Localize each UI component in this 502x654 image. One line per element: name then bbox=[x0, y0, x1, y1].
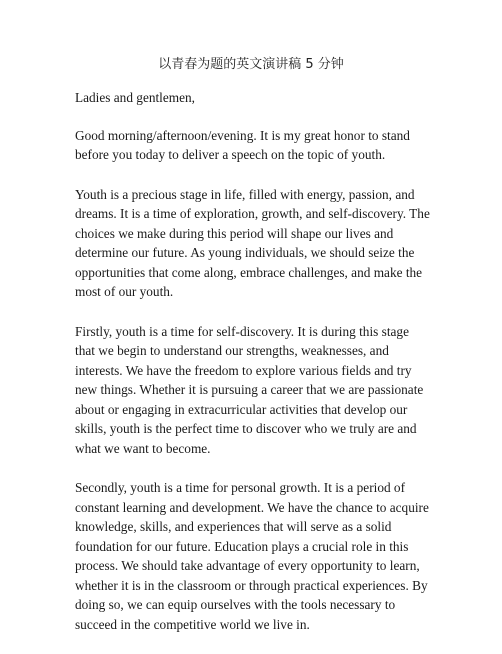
youth-intro-paragraph: Youth is a precious stage in life, filled with energy, passion, and dreams. It is a time of exploration, growth, and self-discovery. The choices we make during this period will shape our lives and determine our future. As young individuals, we should seize the opportunities that come along, embrace challenges, and make the most of our youth. bbox=[75, 186, 430, 299]
salutation-paragraph: Ladies and gentlemen, bbox=[75, 90, 195, 105]
document-title: 以青春为题的英文演讲稿 5 分钟 bbox=[158, 57, 344, 72]
document-body bbox=[75, 88, 431, 654]
personal-growth-paragraph: Secondly, youth is a time for personal growth. It is a period of constant learning and development. We have the chance to acquire knowledge, skills, and experiences that will serve as a solid foundation for our future. Education plays a crucial role in this process. We should take advantage of every opportunity to learn, whether it is in the classroom or through practical experiences. By doing so, we can equip ourselves with the tools necessary to succeed in the competitive world we live in. bbox=[75, 480, 429, 632]
self-discovery-paragraph: Firstly, youth is a time for self-discovery. It is during this stage that we begin to understand our strengths, weaknesses, and interests. We have the freedom to explore various fields and try new things. Whether it is pursuing a career that we are passionate about or engaging in extracurricular activities that develop our skills, youth is the perfect time to discover who we truly are and what we want to become. bbox=[75, 323, 424, 456]
greeting-paragraph: Good morning/afternoon/evening. It is my great honor to stand before you today to deliver a speech on the topic of youth. bbox=[75, 127, 410, 162]
